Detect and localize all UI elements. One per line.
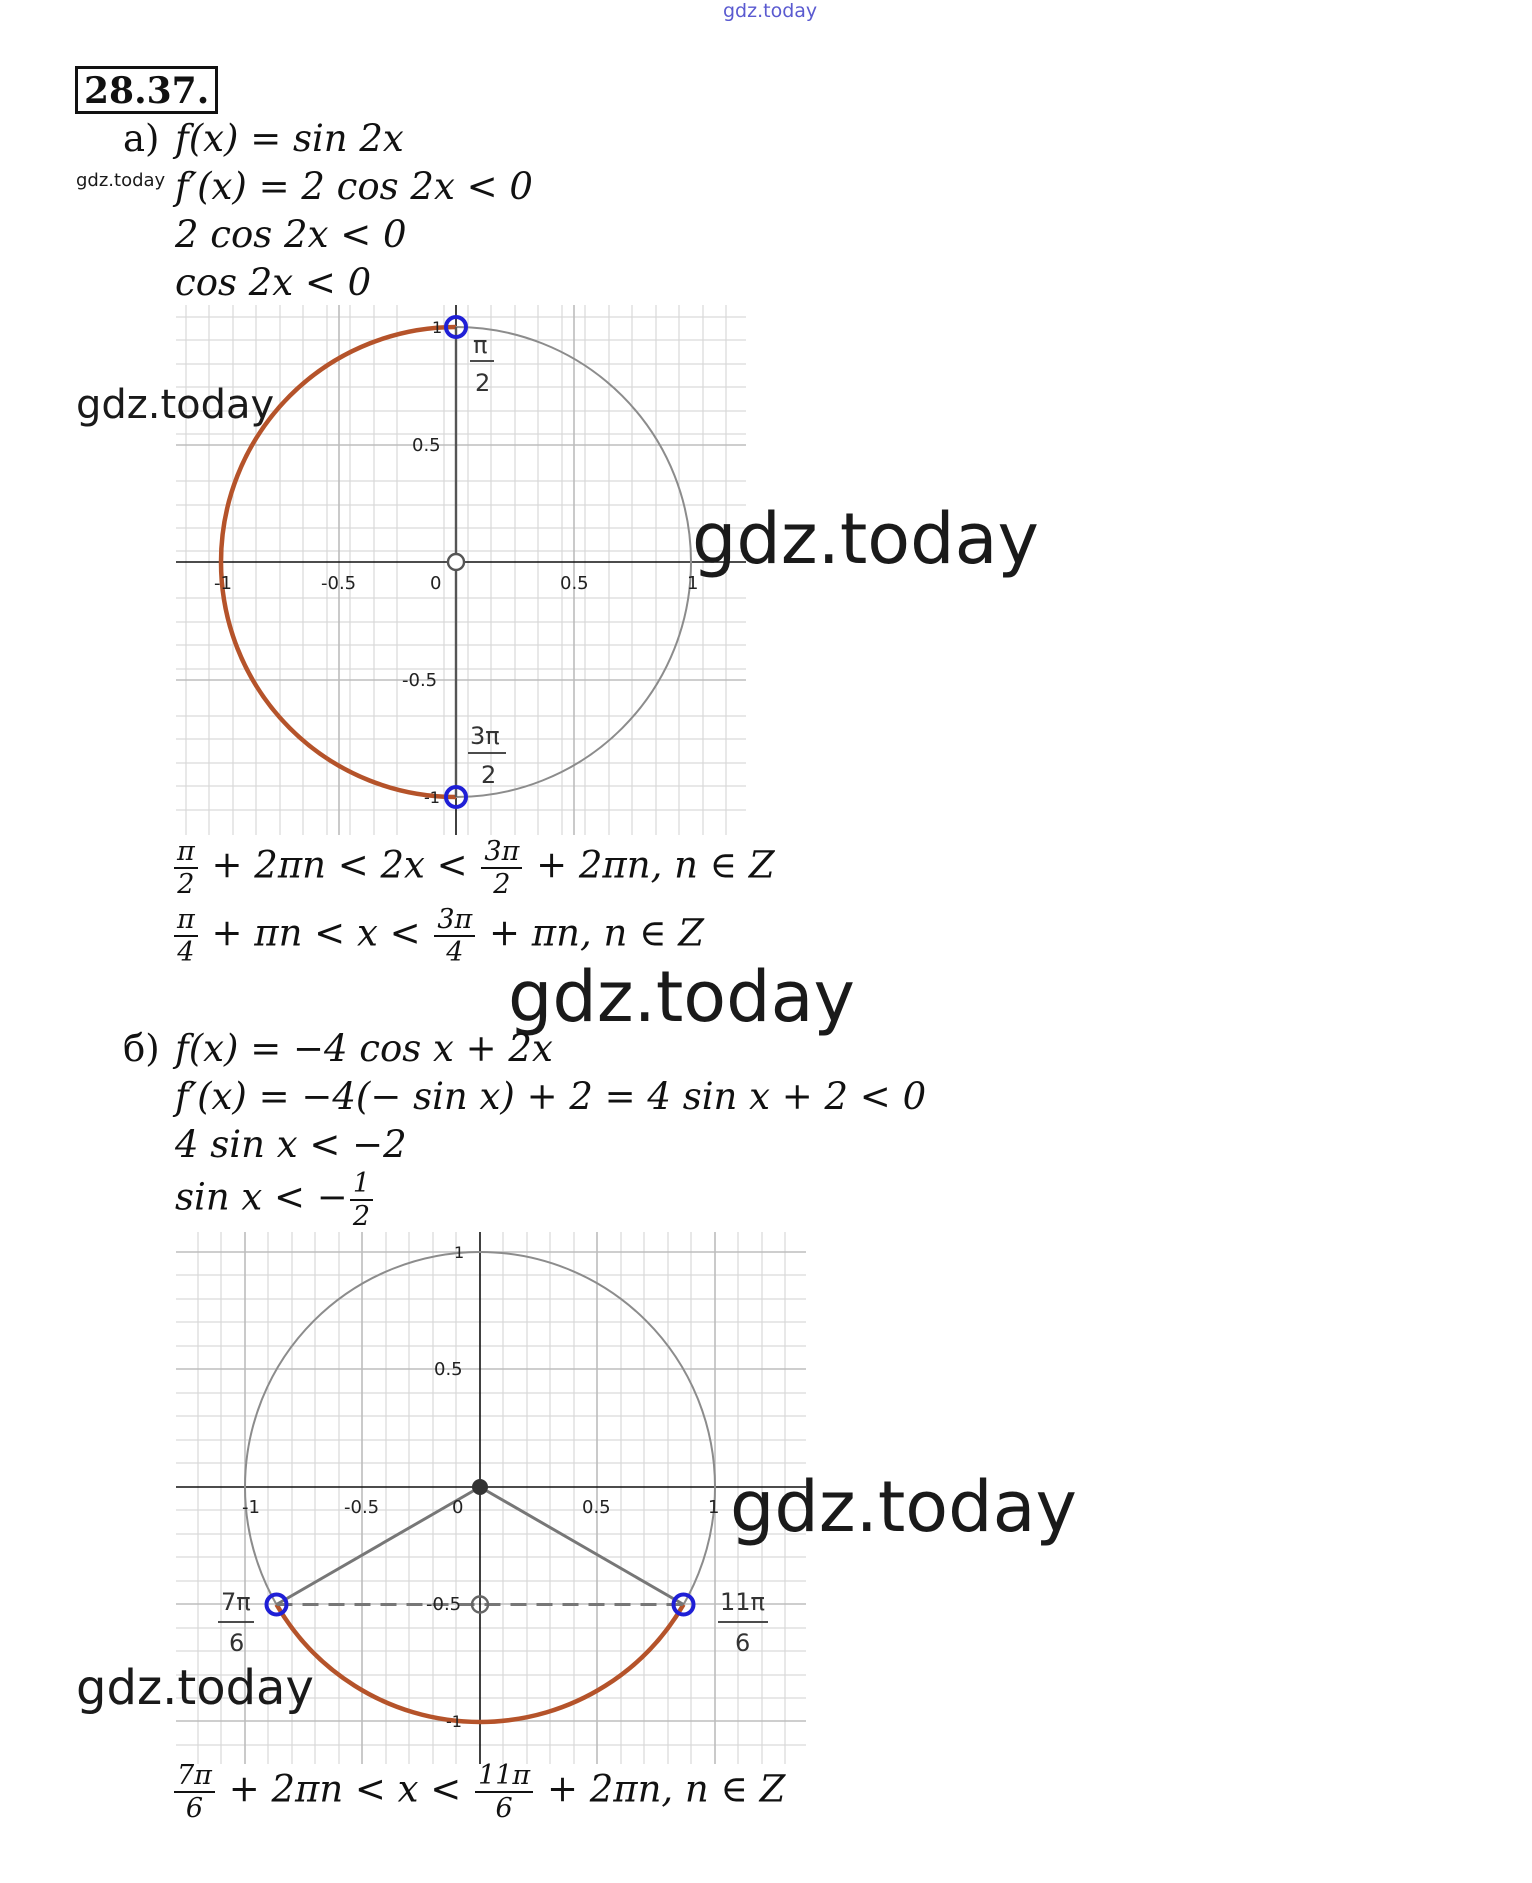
part-a-function: f(x) = sin 2x — [175, 117, 404, 160]
label-7pi-num: 7π — [221, 1588, 251, 1616]
x-tick-b-5: 1 — [708, 1497, 720, 1518]
part-a-inequality-2: cos 2x < 0 — [175, 261, 372, 304]
x-tick-a-4: 0.5 — [560, 573, 589, 594]
x-tick-a-1: -1 — [214, 573, 232, 594]
label-3pi-den: 2 — [481, 761, 497, 789]
watermark-a-right: gdz.today — [692, 498, 1039, 580]
frac-3pi-2: $\frac{3\pi}{2}$ — [481, 838, 522, 898]
watermark-b-left: gdz.today — [76, 1660, 314, 1716]
origin-point-a — [448, 554, 464, 570]
x-tick-b-4: 0.5 — [582, 1497, 611, 1518]
label-11pi-den: 6 — [735, 1629, 751, 1657]
problem-number — [75, 66, 218, 114]
x-tick-b-2: -0.5 — [344, 1497, 380, 1518]
part-a-label: а) — [123, 117, 160, 160]
y-tick-a-1: 0.5 — [412, 435, 441, 456]
y-tick-a-2: -0.5 — [402, 670, 438, 691]
label-3pi-num: 3π — [470, 722, 500, 750]
label-11pi-num: 11π — [720, 1588, 765, 1616]
watermark-top: gdz.today — [723, 0, 818, 22]
watermark-a-left: gdz.today — [76, 382, 275, 428]
y-tick-a-bottom: -1 — [424, 788, 440, 807]
label-pi-den: 2 — [475, 369, 491, 397]
solution-1-tail: + 2πn, n ∈ Z — [524, 843, 775, 887]
frac-7pi-6: $\frac{7\pi}{6}$ — [174, 1762, 215, 1822]
x-tick-b-1: -1 — [242, 1497, 260, 1518]
solution-2-tail: + πn, n ∈ Z — [477, 911, 704, 955]
y-tick-a-top: 1 — [432, 318, 443, 337]
solution-b-middle: + 2πn < x < — [216, 1767, 474, 1811]
part-b-inequality-1: 4 sin x < −2 — [175, 1123, 407, 1166]
part-a-solution-1 — [172, 838, 775, 898]
label-pi-num: π — [473, 331, 488, 359]
y-tick-b-bottom: -1 — [446, 1712, 462, 1731]
problem-number-text: 28.37. — [84, 70, 210, 112]
x-tick-a-5: 1 — [687, 573, 699, 594]
frac-pi-2: $\frac{\pi}{2}$ — [174, 838, 198, 898]
solution-b-tail: + 2πn, n ∈ Z — [535, 1767, 786, 1811]
label-7pi-den: 6 — [229, 1629, 245, 1657]
x-tick-a-3: 0 — [430, 573, 442, 594]
part-b-derivative: f′(x) = −4(− sin x) + 2 = 4 sin x + 2 < 0 — [175, 1075, 927, 1118]
frac-11pi-6: $\frac{11\pi}{6}$ — [475, 1762, 533, 1822]
watermark-b-right: gdz.today — [730, 1466, 1077, 1548]
part-b-label: б) — [123, 1027, 160, 1070]
watermark-small: gdz.today — [76, 170, 166, 191]
part-a-derivative: f′(x) = 2 cos 2x < 0 — [175, 165, 533, 208]
watermark-middle: gdz.today — [508, 956, 855, 1038]
y-tick-b-top: 1 — [454, 1243, 465, 1262]
solution-1-middle: + 2πn < 2x < — [199, 843, 480, 887]
x-tick-b-3: 0 — [452, 1497, 464, 1518]
part-b-solution — [172, 1762, 785, 1822]
part-b-inequality-2 — [175, 1170, 375, 1230]
part-b-function: f(x) = −4 cos x + 2x — [175, 1027, 553, 1070]
solution-2-middle: + πn < x < — [199, 911, 433, 955]
x-tick-a-2: -0.5 — [321, 573, 357, 594]
frac-pi-4: $\frac{\pi}{4}$ — [174, 906, 198, 966]
y-tick-b-1: 0.5 — [434, 1359, 463, 1380]
frac-1-2: $\frac{1}{2}$ — [350, 1170, 373, 1230]
part-a-inequality-1: 2 cos 2x < 0 — [175, 213, 407, 256]
frac-3pi-4: $\frac{3\pi}{4}$ — [434, 906, 475, 966]
part-b-inequality-2-prefix: sin x < − — [175, 1175, 348, 1219]
origin-point-b — [472, 1479, 488, 1495]
y-tick-b-2: -0.5 — [426, 1594, 462, 1615]
